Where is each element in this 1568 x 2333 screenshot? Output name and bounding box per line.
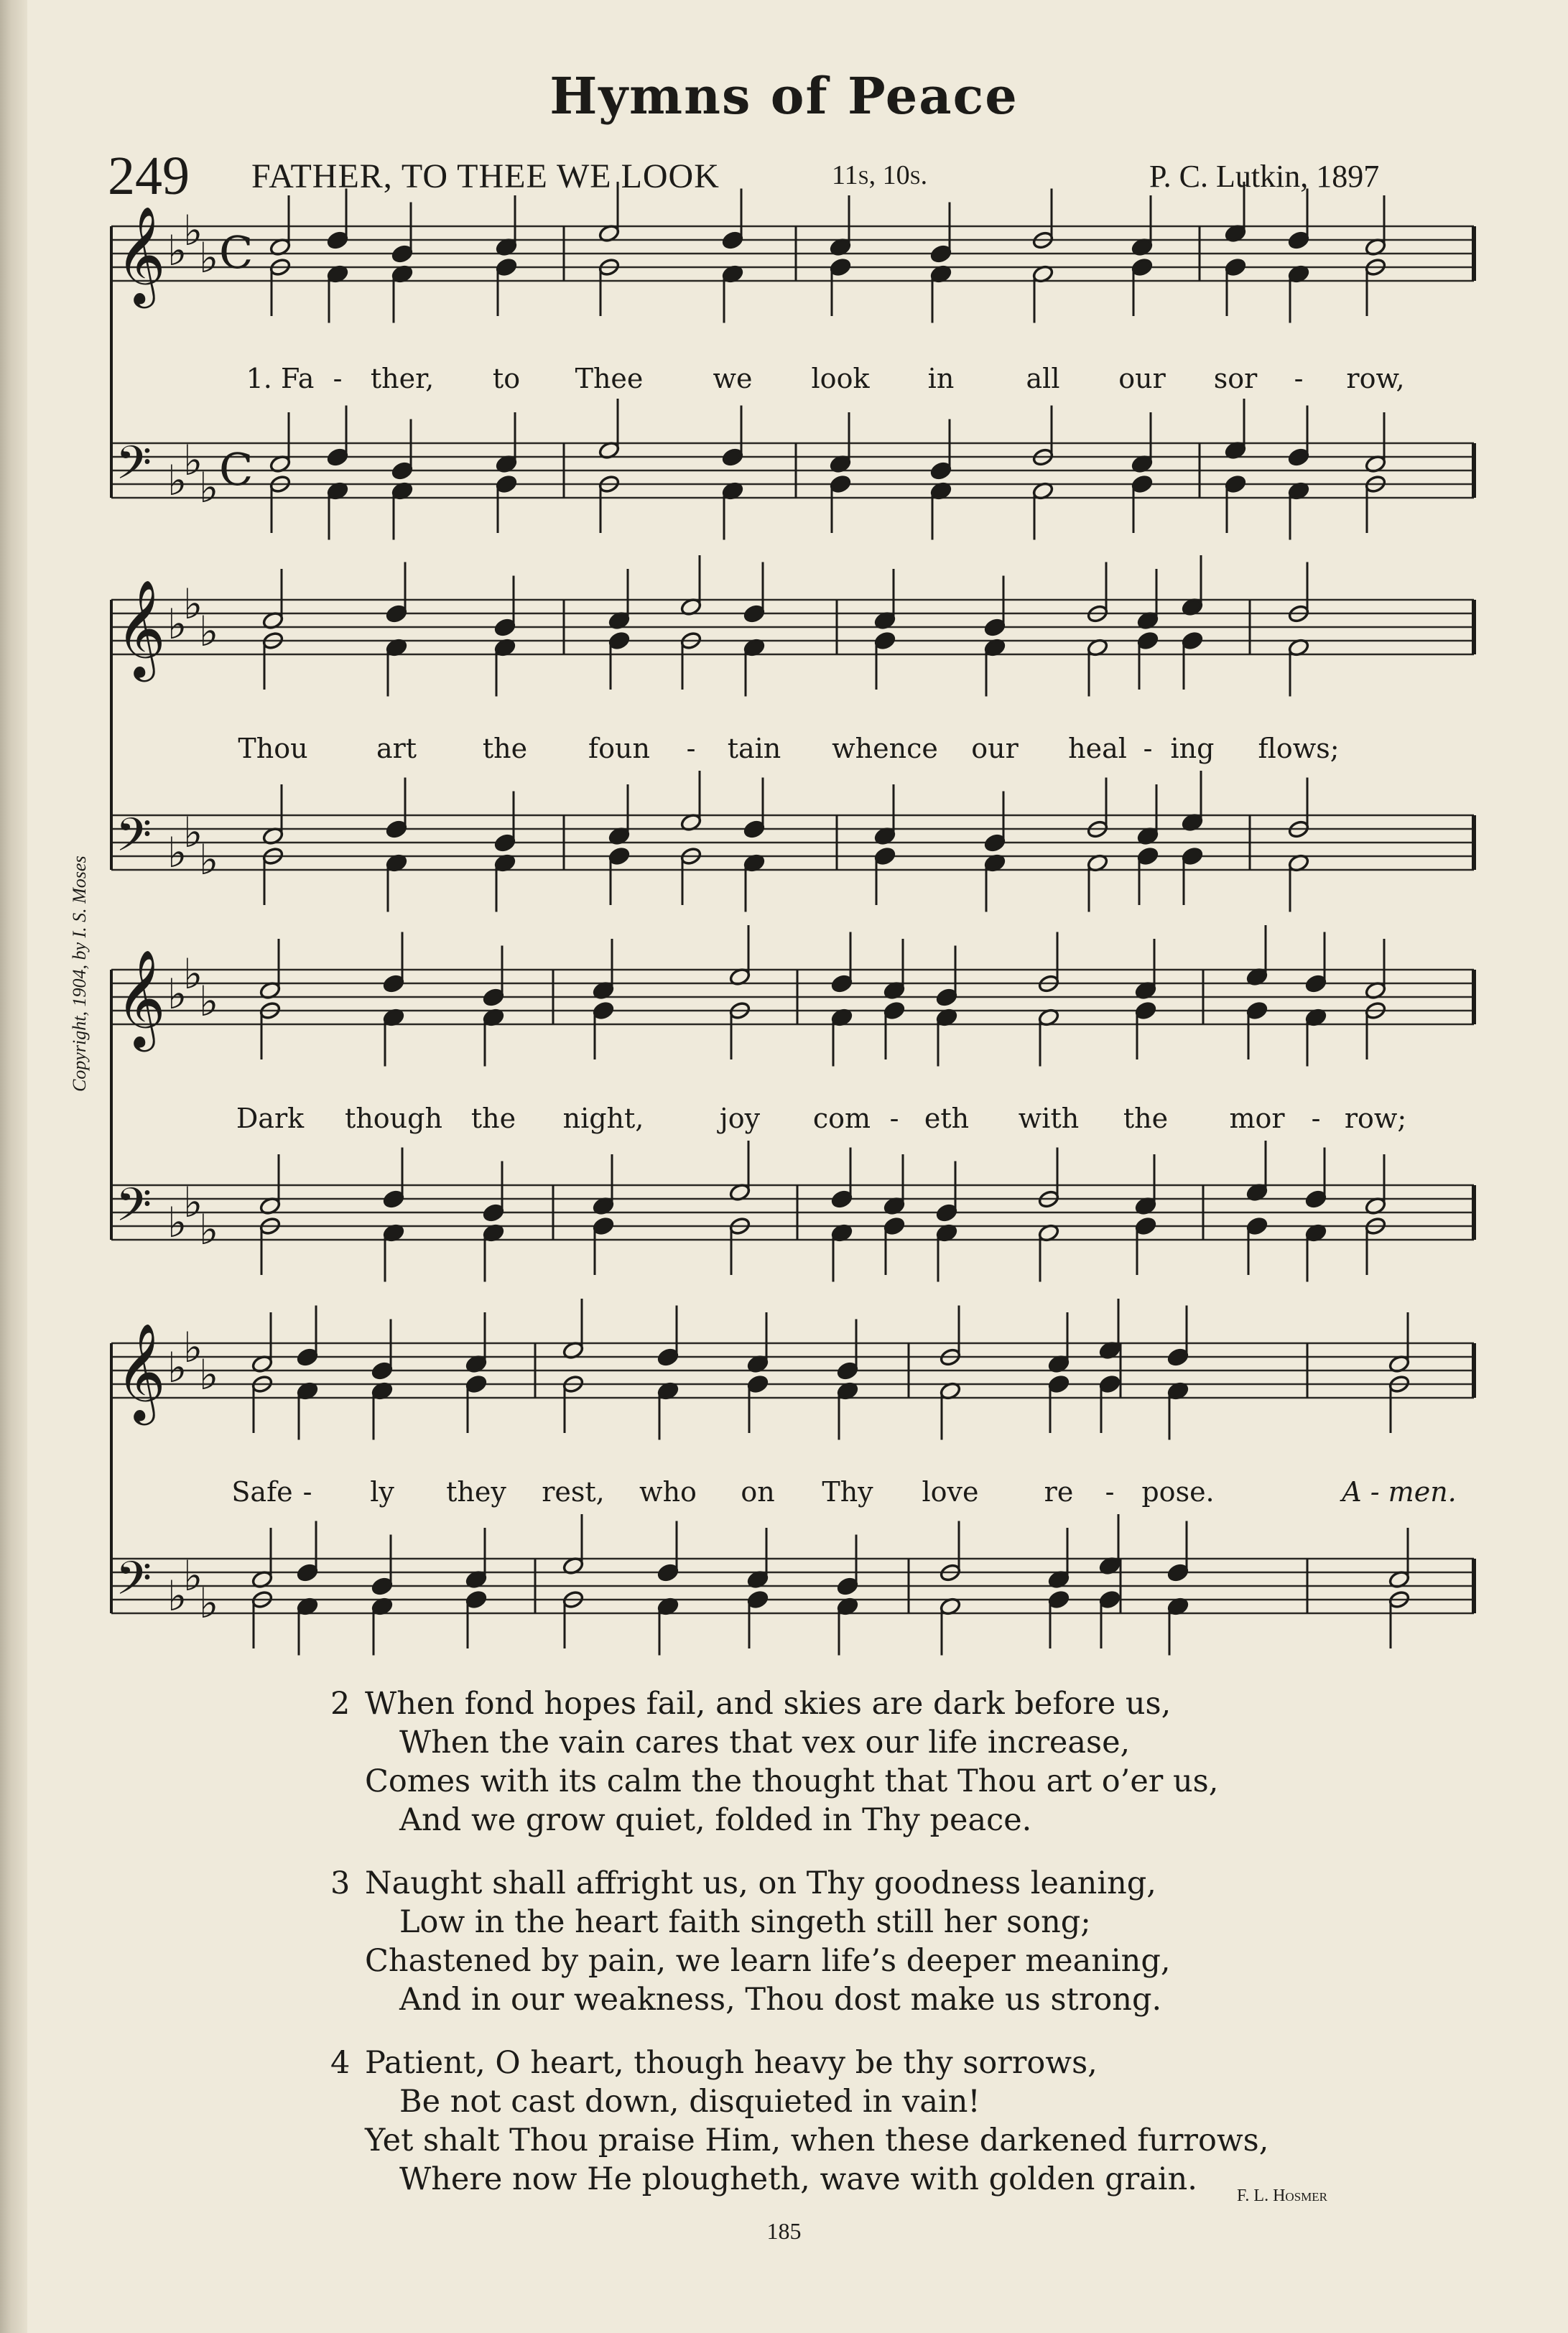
flat-icon: ♭ [167, 226, 187, 275]
flat-icon: ♭ [199, 977, 219, 1026]
stanza-line [330, 2044, 1268, 2082]
stanza-line-text: Be not cast down, disquieted in vain! [399, 2084, 980, 2120]
flat-icon: ♭ [183, 206, 203, 255]
lyric-syllable: the [482, 733, 528, 764]
lyric-syllable: the [1123, 1103, 1169, 1134]
lyric-syllable: - [686, 733, 696, 764]
lyric-syllable: heal [1068, 733, 1127, 764]
lyric-syllable: A - men. [1342, 1476, 1457, 1508]
lyric-syllable: - [302, 1476, 312, 1508]
stanza-line-text: Comes with its calm the thought that Thou art o’er us, [365, 1763, 1219, 1799]
stanza-line [330, 1801, 1268, 1840]
stanza-line [330, 1723, 1268, 1762]
stanza [330, 2044, 1268, 2199]
stanza-line [330, 1762, 1268, 1801]
lyric-syllable: tain [727, 733, 781, 764]
stanza-line-text: Patient, O heart, though heavy be thy sorrows, [365, 2045, 1098, 2081]
stanza [330, 1864, 1268, 2019]
stanza-line-text: And we grow quiet, folded in Thy peace. [399, 1802, 1032, 1838]
lyric-syllable: night, [562, 1103, 644, 1134]
stanza-line [330, 2160, 1268, 2199]
lyric-syllable: pose. [1141, 1476, 1215, 1508]
common-time-icon: C [219, 443, 254, 496]
stanza-line-text: Where now He plougheth, wave with golden grain. [399, 2161, 1197, 2197]
lyric-syllable: - [333, 363, 343, 394]
lyric-syllable: sor [1213, 363, 1258, 394]
hymn-composer: P. C. Lutkin, 1897 [1149, 159, 1380, 194]
flat-icon: ♭ [199, 463, 219, 512]
flat-icon: ♭ [167, 828, 187, 877]
stanza-line-text: Chastened by pain, we learn life’s deeper meaning, [365, 1943, 1171, 1979]
hymn-title: FATHER, TO THEE WE LOOK [251, 157, 720, 195]
stanza-number: 3 [330, 1865, 351, 1901]
lyric-syllable: Safe [231, 1476, 293, 1508]
stanza [330, 1684, 1268, 1840]
flat-icon: ♭ [199, 1205, 219, 1254]
lyric-syllable: ly [370, 1476, 394, 1508]
lyric-syllable: Thy [822, 1476, 873, 1508]
bass-clef-icon: 𝄢 [116, 1552, 152, 1617]
lyric-syllable: rest, [542, 1476, 605, 1508]
stanza-line [330, 1903, 1268, 1942]
lyric-syllable: art [376, 733, 417, 764]
treble-clef-icon: 𝄞 [116, 948, 166, 1047]
stanza-line [330, 1684, 1268, 1723]
hymn-number: 249 [108, 146, 190, 206]
flat-icon: ♭ [167, 970, 187, 1019]
lyric-syllable: in [927, 363, 955, 394]
lyric-syllable: though [345, 1103, 442, 1134]
stanza-number: 4 [330, 2045, 351, 2081]
lyric-syllable: with [1018, 1103, 1080, 1134]
stanza-line [330, 2082, 1268, 2121]
treble-clef-icon: 𝄞 [116, 578, 166, 677]
lyric-syllable: flows; [1258, 733, 1340, 764]
running-head: Hymns of Peace [549, 66, 1019, 126]
flat-icon: ♭ [167, 456, 187, 505]
flat-icon: ♭ [199, 607, 219, 656]
stanza-line-text: And in our weakness, Thou dost make us strong. [399, 1982, 1162, 2018]
lyric-syllable: row, [1346, 363, 1405, 394]
flat-icon: ♭ [199, 233, 219, 282]
lyric-syllable: the [470, 1103, 516, 1134]
lyric-syllable: whence [832, 733, 938, 764]
lyric-syllable: 1. Fa [246, 363, 315, 394]
lyric-syllable: they [446, 1476, 506, 1508]
lyric-syllable: on [741, 1476, 775, 1508]
lyric-syllable: - [889, 1103, 899, 1134]
flat-icon: ♭ [183, 1178, 203, 1227]
lyric-syllable: re [1044, 1476, 1074, 1508]
hymn-author: F. L. Hosmer [1237, 2186, 1327, 2205]
flat-icon: ♭ [199, 1579, 219, 1628]
lyric-syllable: com [812, 1103, 871, 1134]
flat-icon: ♭ [183, 436, 203, 485]
lyric-syllable: - [1311, 1103, 1321, 1134]
stanzas [330, 1684, 1268, 2223]
flat-icon: ♭ [183, 580, 203, 629]
lyric-syllable: row; [1344, 1103, 1407, 1134]
stanza-line [330, 2121, 1268, 2160]
lyric-syllable: - [1294, 363, 1304, 394]
copyright-notice: Copyright, 1904, by I. S. Moses [69, 855, 90, 1092]
lyric-syllable: to [492, 363, 521, 394]
bass-clef-icon: 𝄢 [116, 1179, 152, 1243]
stanza-line-text: Yet shalt Thou praise Him, when these darkened furrows, [365, 2123, 1269, 2158]
treble-clef-icon: 𝄞 [116, 205, 166, 304]
lyric-syllable: - [1105, 1476, 1115, 1508]
lyric-syllable: Thee [575, 363, 644, 394]
flat-icon: ♭ [183, 1323, 203, 1372]
common-time-icon: C [219, 226, 254, 279]
stanza-line [330, 1864, 1268, 1903]
lyric-syllable: joy [719, 1103, 761, 1134]
lyric-syllable: look [811, 363, 870, 394]
lyric-syllable: foun [588, 733, 650, 764]
stanza-line [330, 1980, 1268, 2019]
lyric-syllable: eth [924, 1103, 970, 1134]
flat-icon: ♭ [167, 600, 187, 649]
flat-icon: ♭ [167, 1572, 187, 1620]
lyric-syllable: - [1143, 733, 1153, 764]
bass-clef-icon: 𝄢 [116, 437, 152, 501]
stanza-line-text: When fond hopes fail, and skies are dark before us, [365, 1686, 1172, 1722]
lyric-syllable: our [971, 733, 1019, 764]
flat-icon: ♭ [183, 950, 203, 998]
stanza-line-text: Naught shall affright us, on Thy goodness leaning, [365, 1865, 1156, 1901]
stanza-line [330, 1942, 1268, 1980]
stanza-line-text: When the vain cares that vex our life increase, [399, 1725, 1131, 1761]
lyric-syllable: who [639, 1476, 697, 1508]
stanza-number: 2 [330, 1686, 351, 1722]
flat-icon: ♭ [167, 1343, 187, 1392]
stanza-line-text: Low in the heart faith singeth still her song; [399, 1904, 1091, 1940]
lyric-syllable: our [1118, 363, 1166, 394]
treble-clef-icon: 𝄞 [116, 1322, 166, 1421]
flat-icon: ♭ [199, 1350, 219, 1399]
lyric-syllable: Dark [236, 1103, 305, 1134]
flat-icon: ♭ [183, 808, 203, 857]
flat-icon: ♭ [167, 1198, 187, 1247]
flat-icon: ♭ [199, 835, 219, 884]
lyric-syllable: Thou [238, 733, 308, 764]
lyric-syllable: we [713, 363, 753, 394]
hymn-meter: 11s, 10s. [832, 160, 928, 190]
lyric-syllable: mor [1229, 1103, 1285, 1134]
page-number: 185 [766, 2218, 802, 2244]
flat-icon: ♭ [183, 1552, 203, 1600]
lyric-syllable: ther, [370, 363, 435, 394]
lyric-syllable: ing [1170, 733, 1215, 764]
bass-clef-icon: 𝄢 [116, 809, 152, 873]
lyric-syllable: love [922, 1476, 979, 1508]
lyric-syllable: all [1026, 363, 1060, 394]
